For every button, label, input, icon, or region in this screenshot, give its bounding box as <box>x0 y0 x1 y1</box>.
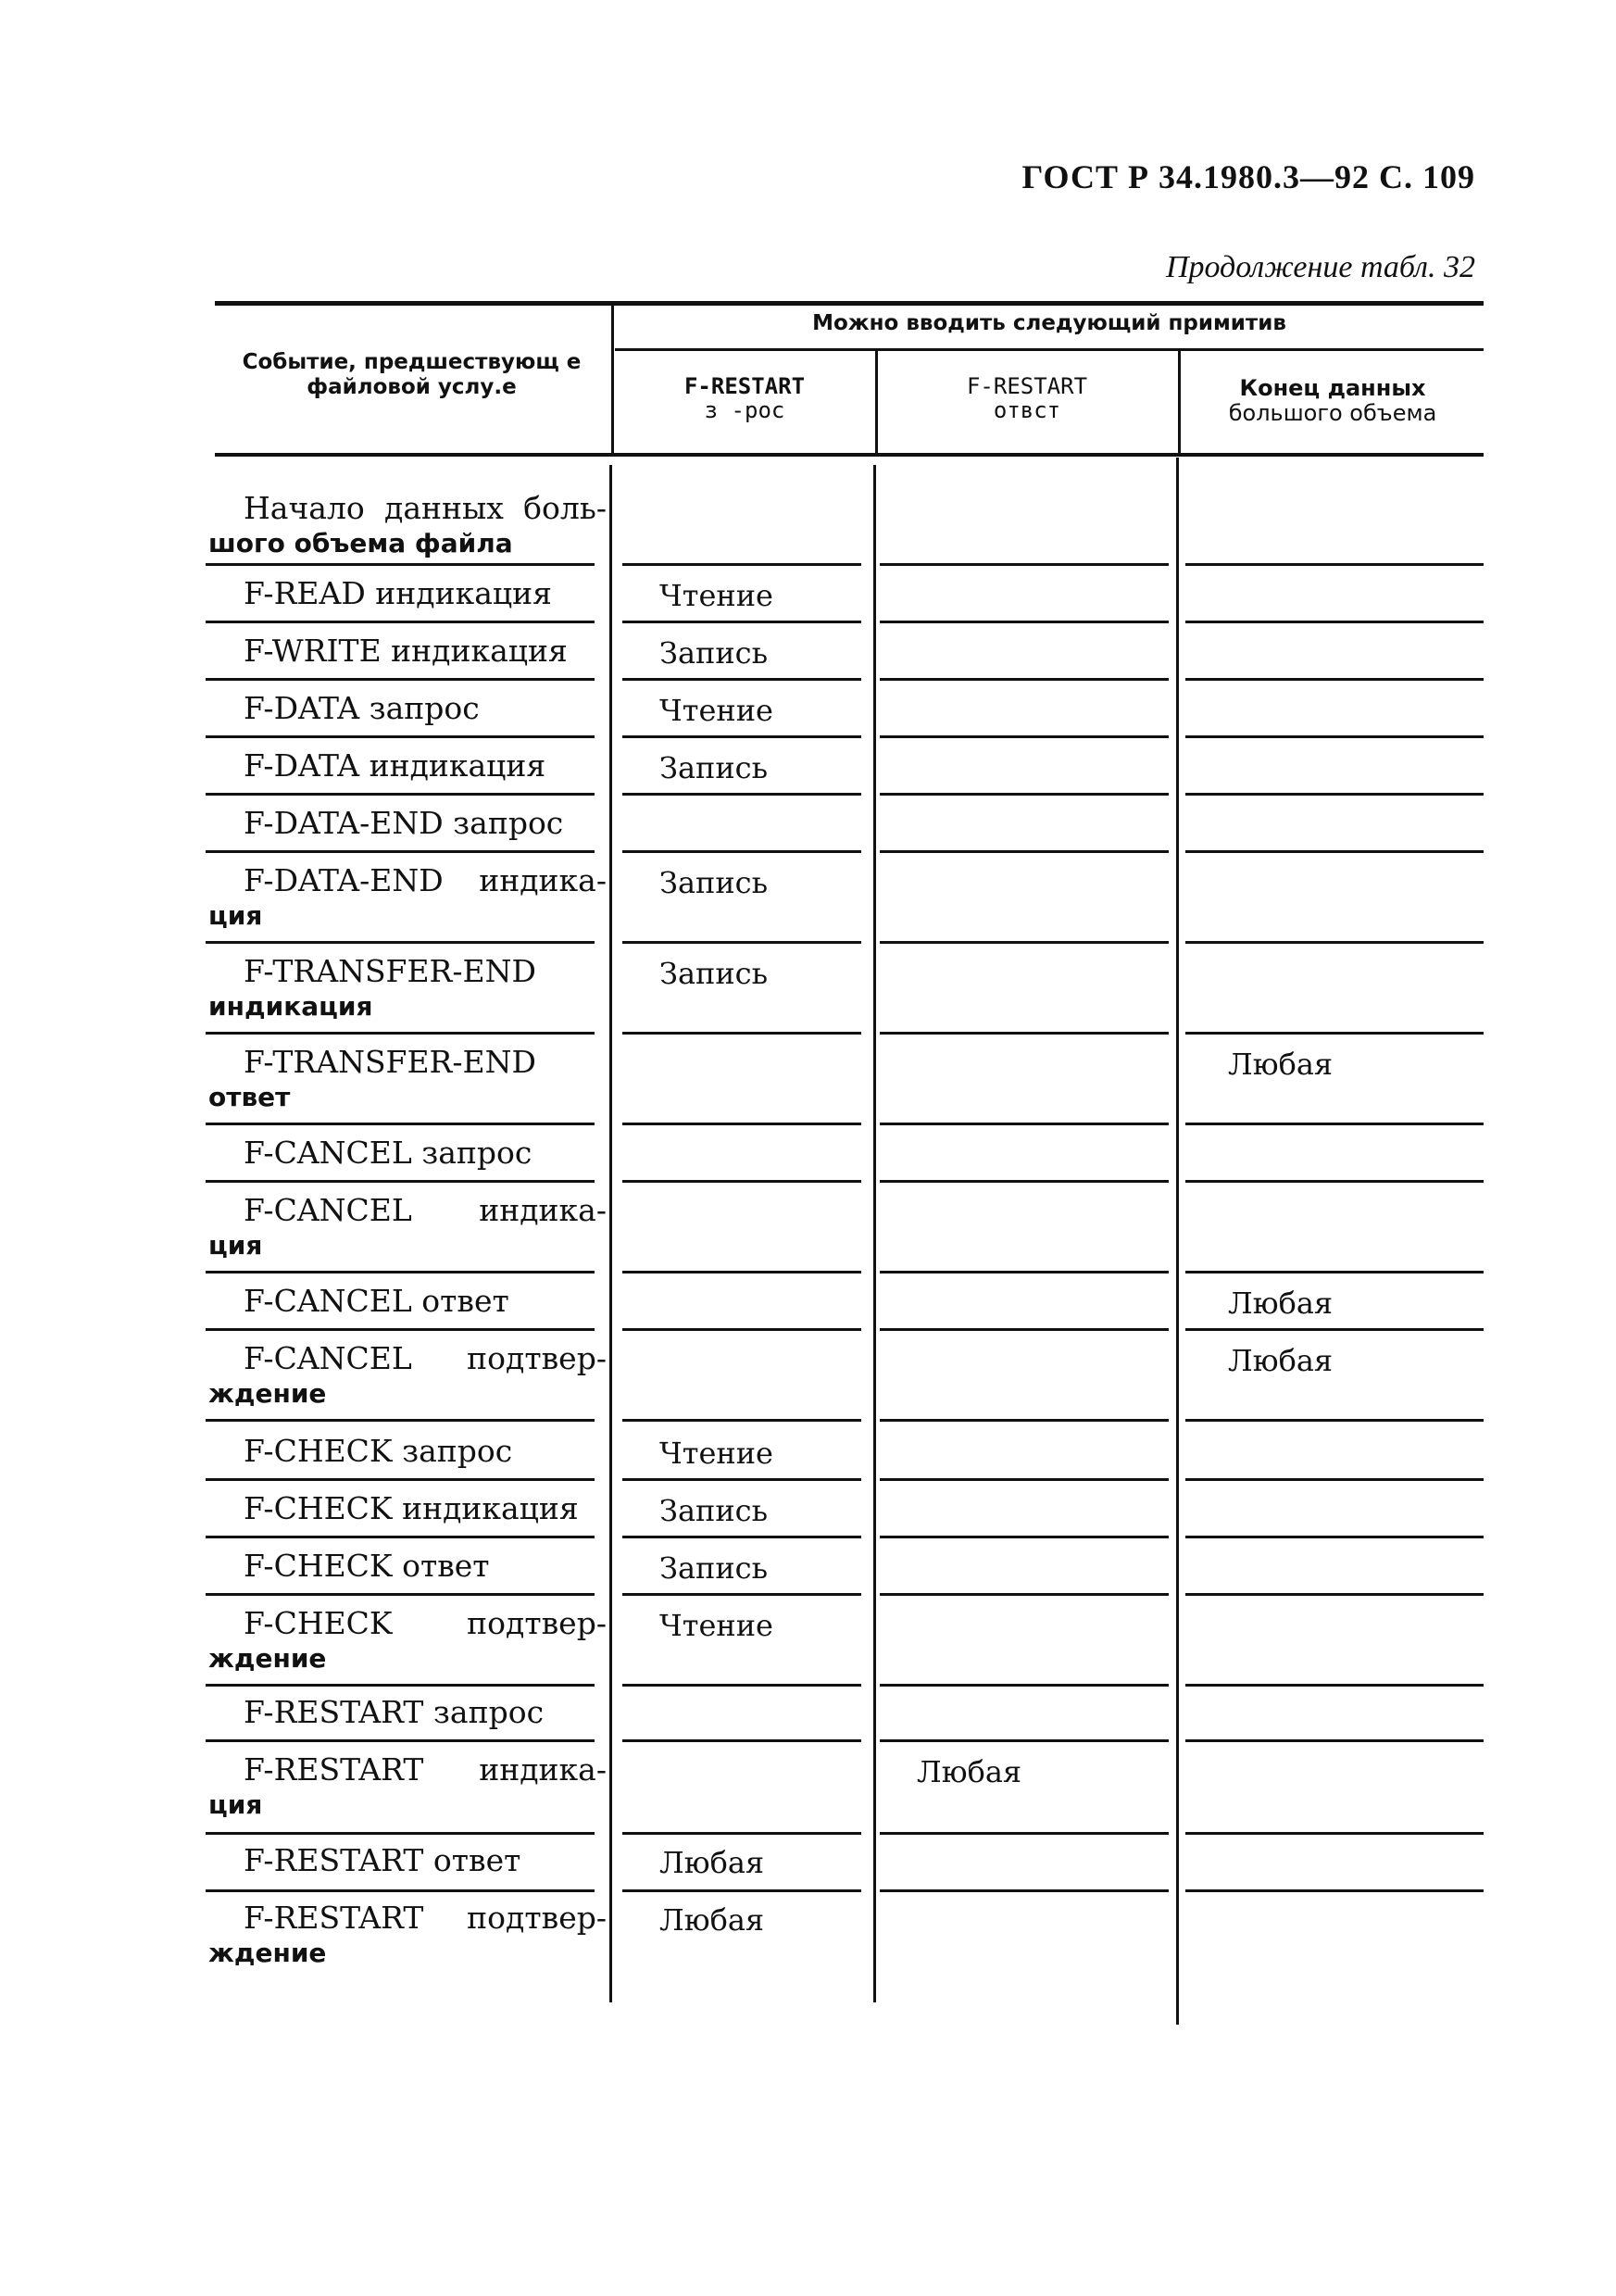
row-event-label-line2: ция <box>208 1789 263 1820</box>
row-event-label <box>208 1193 607 1263</box>
row-separator <box>880 1328 1169 1331</box>
row-separator <box>1185 1536 1484 1538</box>
row-separator <box>622 563 861 566</box>
row-event-label-line1: F-CANCEL запрос <box>244 1135 532 1171</box>
row-separator <box>1185 1739 1484 1742</box>
col3-header-line2: большого объема <box>1228 400 1437 426</box>
row-separator <box>206 1328 595 1331</box>
body-divider-event <box>609 465 612 2002</box>
header-bottom-rule <box>215 453 1484 457</box>
row-event-label <box>208 576 607 611</box>
row-separator <box>622 1593 861 1596</box>
row-separator <box>206 1889 595 1892</box>
row-separator <box>880 1739 1169 1742</box>
col3-header <box>1182 376 1484 426</box>
row-separator <box>206 793 595 796</box>
row-separator <box>880 1032 1169 1035</box>
row-value-c1: Запись <box>659 865 769 900</box>
row-separator <box>206 1593 595 1596</box>
row-event-label <box>208 806 607 841</box>
row-event-label <box>208 1901 607 1971</box>
row-separator <box>206 1032 595 1035</box>
row-separator <box>880 1832 1169 1835</box>
row-separator <box>622 793 861 796</box>
row-value-c1: Запись <box>659 1550 769 1586</box>
col2-header-line1: F-RESTART <box>966 373 1088 399</box>
row-value-c1: Запись <box>659 956 769 991</box>
row-separator <box>622 1032 861 1035</box>
table-top-rule <box>215 301 1484 306</box>
row-value-c3: Любая <box>1228 1343 1334 1378</box>
col1-header-line2: з -рос <box>704 397 785 423</box>
row-value-c1: Любая <box>659 1902 765 1938</box>
row-separator <box>1185 1180 1484 1183</box>
row-separator <box>622 1478 861 1481</box>
row-event-label-line2: ответ <box>208 1082 291 1112</box>
row-event-label-line1: F-WRITE индикация <box>244 633 568 669</box>
row-event-label <box>208 954 607 1024</box>
row-value-c1: Чтение <box>659 578 773 613</box>
row-separator <box>622 1271 861 1273</box>
row-separator <box>1185 1593 1484 1596</box>
row-separator <box>880 1419 1169 1422</box>
row-event-label <box>208 1341 607 1411</box>
row-separator <box>622 1180 861 1183</box>
row-separator <box>880 563 1169 566</box>
row-event-label <box>208 491 607 561</box>
row-event-label-line2: ция <box>208 900 263 931</box>
row-separator <box>206 1123 595 1125</box>
event-column-header <box>215 350 608 400</box>
row-separator <box>880 793 1169 796</box>
row-separator <box>622 1739 861 1742</box>
row-separator <box>1185 621 1484 623</box>
row-separator <box>880 1478 1169 1481</box>
row-separator <box>206 1180 595 1183</box>
row-separator <box>206 1478 595 1481</box>
group-column-header: Можно вводить следующий примитив <box>812 311 1286 335</box>
row-value-c1: Чтение <box>659 1436 773 1471</box>
row-event-label-line2: ция <box>208 1230 263 1261</box>
row-event-label-line1: F-RESTART ответ <box>244 1842 521 1878</box>
body-divider-col1 <box>873 465 876 2002</box>
row-event-label-line2: ждение <box>208 1378 327 1409</box>
row-event-label <box>208 691 607 726</box>
row-separator <box>1185 1478 1484 1481</box>
row-value-c1: Запись <box>659 635 769 671</box>
row-separator <box>1185 793 1484 796</box>
row-event-label <box>208 863 607 934</box>
row-separator <box>880 735 1169 738</box>
row-separator <box>1185 735 1484 738</box>
row-event-label-line1: F-CHECK подтвер- <box>244 1605 607 1641</box>
row-separator <box>1185 850 1484 853</box>
row-value-c3: Любая <box>1228 1286 1334 1321</box>
row-value-c1: Чтение <box>659 693 773 728</box>
row-event-label-line1: F-RESTART подтвер- <box>244 1900 607 1936</box>
row-separator <box>880 678 1169 681</box>
row-separator <box>1185 1832 1484 1835</box>
row-event-label-line1: F-RESTART индика- <box>244 1751 607 1788</box>
row-separator <box>622 678 861 681</box>
row-separator <box>880 850 1169 853</box>
row-separator <box>880 941 1169 944</box>
row-separator <box>622 1123 861 1125</box>
row-separator <box>206 1536 595 1538</box>
row-separator <box>206 1419 595 1422</box>
row-event-label-line2: ждение <box>208 1938 327 1968</box>
row-event-label-line1: F-DATA-END индика- <box>244 862 607 898</box>
row-event-label-line1: F-CANCEL подтвер- <box>244 1340 607 1376</box>
row-separator <box>1185 1684 1484 1687</box>
header-divider-col2 <box>1178 350 1181 453</box>
row-event-label <box>208 1135 607 1171</box>
row-event-label-line1: F-CANCEL ответ <box>244 1283 509 1319</box>
row-separator <box>622 1832 861 1835</box>
row-event-label-line1: F-RESTART запрос <box>244 1694 545 1730</box>
row-separator <box>622 621 861 623</box>
row-separator <box>206 1739 595 1742</box>
event-column-header-text: Событие, предшествующ е файловой услу.е <box>242 350 582 399</box>
row-separator <box>880 1684 1169 1687</box>
row-separator <box>206 1832 595 1835</box>
row-event-label-line1: F-DATA-END запрос <box>244 805 564 841</box>
row-event-label <box>208 1695 607 1730</box>
row-separator <box>206 941 595 944</box>
row-event-label-line1: F-DATA индикация <box>244 747 546 784</box>
row-separator <box>622 1328 861 1331</box>
row-event-label <box>208 1549 607 1584</box>
row-separator <box>880 1889 1169 1892</box>
row-separator <box>206 1271 595 1273</box>
col2-header-line2: отвст <box>993 397 1061 423</box>
row-event-label <box>208 1752 607 1823</box>
row-separator <box>206 563 595 566</box>
row-separator <box>1185 1032 1484 1035</box>
row-separator <box>622 1684 861 1687</box>
document-reference: ГОСТ Р 34.1980.3—92 С. 109 <box>1021 158 1475 195</box>
row-event-label-line1: F-CHECK ответ <box>244 1548 490 1584</box>
row-separator <box>206 1684 595 1687</box>
row-separator <box>622 1889 861 1892</box>
row-event-label-line2: индикация <box>208 991 373 1022</box>
row-event-label-line1: F-DATA запрос <box>244 690 480 726</box>
row-separator <box>622 850 861 853</box>
col1-header <box>615 374 874 422</box>
row-value-c2: Любая <box>917 1754 1022 1789</box>
row-separator <box>1185 1328 1484 1331</box>
col1-header-line1: F-RESTART <box>683 373 806 399</box>
row-event-label <box>208 748 607 784</box>
row-event-label <box>208 1843 607 1878</box>
row-separator <box>1185 1123 1484 1125</box>
table-continuation-caption: Продолжение табл. 32 <box>1165 250 1475 284</box>
row-separator <box>622 941 861 944</box>
body-divider-col2 <box>1176 458 1179 2025</box>
row-event-label <box>208 1606 607 1676</box>
row-separator <box>880 621 1169 623</box>
col3-header-line1: Конец данных <box>1239 375 1426 401</box>
row-value-c3: Любая <box>1228 1047 1334 1082</box>
row-separator <box>880 1271 1169 1273</box>
row-separator <box>880 1123 1169 1125</box>
row-event-label-line1: F-READ индикация <box>244 575 552 611</box>
row-separator <box>206 850 595 853</box>
row-event-label-line1: F-CANCEL индика- <box>244 1192 607 1228</box>
row-event-label <box>208 1491 607 1526</box>
row-separator <box>622 1419 861 1422</box>
row-event-label-line1: F-TRANSFER-END <box>244 953 536 989</box>
row-separator <box>206 735 595 738</box>
row-separator <box>622 1536 861 1538</box>
row-event-label <box>208 1434 607 1469</box>
row-event-label-line2: шого объема файла <box>208 528 513 558</box>
row-event-label-line1: F-CHECK индикация <box>244 1490 579 1526</box>
row-separator <box>206 678 595 681</box>
row-value-c1: Чтение <box>659 1608 773 1643</box>
header-divider-event <box>611 304 614 453</box>
row-event-label-line2: ждение <box>208 1643 327 1674</box>
col2-header <box>878 374 1176 422</box>
row-separator <box>880 1593 1169 1596</box>
row-separator <box>1185 941 1484 944</box>
row-separator <box>880 1536 1169 1538</box>
row-separator <box>1185 1889 1484 1892</box>
row-event-label <box>208 1284 607 1319</box>
row-event-label-line1: F-TRANSFER-END <box>244 1044 536 1080</box>
row-event-label <box>208 634 607 669</box>
group-header-rule <box>615 348 1484 351</box>
row-separator <box>622 735 861 738</box>
row-separator <box>1185 563 1484 566</box>
row-event-label-line1: Начало данных боль- <box>244 490 607 526</box>
row-value-c1: Запись <box>659 1493 769 1528</box>
row-separator <box>1185 678 1484 681</box>
row-separator <box>880 1180 1169 1183</box>
row-value-c1: Запись <box>659 750 769 785</box>
row-separator <box>206 621 595 623</box>
row-event-label-line1: F-CHECK запрос <box>244 1433 513 1469</box>
row-separator <box>1185 1271 1484 1273</box>
row-event-label <box>208 1045 607 1115</box>
row-value-c1: Любая <box>659 1845 765 1880</box>
row-separator <box>1185 1419 1484 1422</box>
